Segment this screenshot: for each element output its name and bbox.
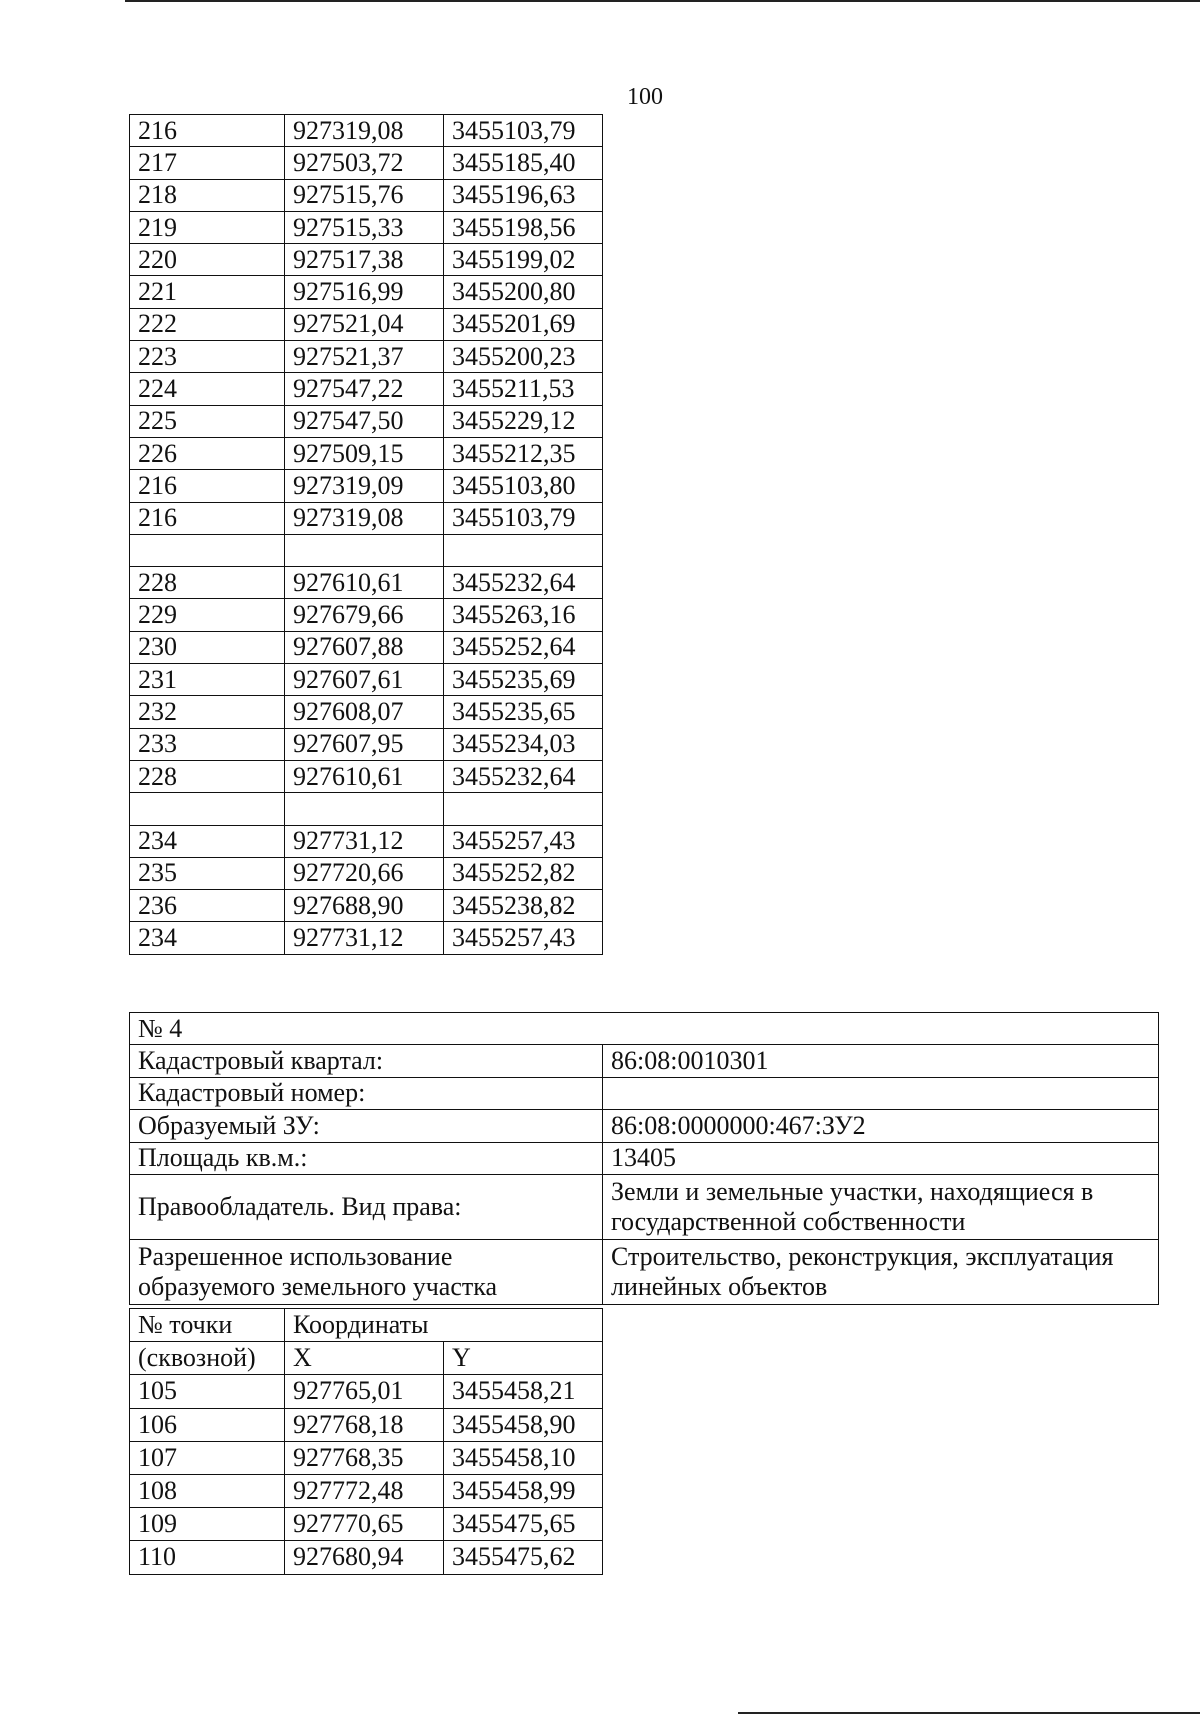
formed-plot-row bbox=[130, 1110, 1159, 1142]
point-number-cell: 217 bbox=[130, 147, 285, 179]
point-number-cell: 231 bbox=[130, 664, 285, 696]
y-coordinate-cell: 3455458,99 bbox=[444, 1474, 603, 1507]
area-value: 13405 bbox=[603, 1142, 1159, 1174]
table-row bbox=[130, 341, 603, 373]
y-coordinate-cell: 3455103,79 bbox=[444, 115, 603, 147]
formed-plot-label: Образуемый ЗУ: bbox=[130, 1110, 603, 1142]
cadastral-quarter-row bbox=[130, 1045, 1159, 1077]
parcel-number-row bbox=[130, 1013, 1159, 1045]
table-row bbox=[130, 696, 603, 728]
table-row bbox=[130, 890, 603, 922]
point-number-cell: 107 bbox=[130, 1441, 285, 1474]
y-coordinate-cell: 3455263,16 bbox=[444, 599, 603, 631]
point-number-cell: 105 bbox=[130, 1375, 285, 1408]
y-coordinate-cell: 3455458,10 bbox=[444, 1441, 603, 1474]
table-row bbox=[130, 599, 603, 631]
point-number-header: № точки bbox=[130, 1309, 285, 1342]
y-coordinate-cell: 3455458,90 bbox=[444, 1408, 603, 1441]
table-row bbox=[130, 825, 603, 857]
area-row bbox=[130, 1142, 1159, 1174]
y-coordinate-cell: 3455103,80 bbox=[444, 470, 603, 502]
point-number-cell: 220 bbox=[130, 244, 285, 276]
table-row bbox=[130, 211, 603, 243]
y-coordinate-cell bbox=[444, 534, 603, 566]
point-number-cell bbox=[130, 534, 285, 566]
table-row bbox=[130, 728, 603, 760]
y-coordinate-cell: 3455475,62 bbox=[444, 1541, 603, 1574]
y-coordinate-cell: 3455198,56 bbox=[444, 211, 603, 243]
point-number-cell: 229 bbox=[130, 599, 285, 631]
table-row bbox=[130, 1408, 603, 1441]
point-number-cell: 219 bbox=[130, 211, 285, 243]
x-coordinate-cell: 927607,61 bbox=[285, 664, 444, 696]
y-coordinate-cell: 3455257,43 bbox=[444, 922, 603, 954]
x-coordinate-cell: 927503,72 bbox=[285, 147, 444, 179]
parcel-number: № 4 bbox=[130, 1013, 1159, 1045]
x-coordinate-cell: 927768,18 bbox=[285, 1408, 444, 1441]
point-number-cell: 106 bbox=[130, 1408, 285, 1441]
point-number-cell: 234 bbox=[130, 825, 285, 857]
point-number-cell: 233 bbox=[130, 728, 285, 760]
y-coordinate-cell: 3455232,64 bbox=[444, 760, 603, 792]
coordinates-header: Координаты bbox=[285, 1309, 603, 1342]
parcel-info-table bbox=[129, 1012, 1159, 1305]
table-row bbox=[130, 276, 603, 308]
point-number-cell: 228 bbox=[130, 760, 285, 792]
table-row bbox=[130, 1541, 603, 1574]
point-number-cell: 216 bbox=[130, 502, 285, 534]
x-coordinate-cell: 927319,08 bbox=[285, 502, 444, 534]
y-coordinate-cell: 3455238,82 bbox=[444, 890, 603, 922]
y-coordinate-cell: 3455212,35 bbox=[444, 437, 603, 469]
table-row bbox=[130, 1474, 603, 1507]
point-number-subheader: (сквозной) bbox=[130, 1342, 285, 1375]
permitted-use-row bbox=[130, 1239, 1159, 1304]
table-row bbox=[130, 1375, 603, 1408]
table-row bbox=[130, 308, 603, 340]
coordinates-subheader-row bbox=[130, 1342, 603, 1375]
x-coordinate-cell: 927688,90 bbox=[285, 890, 444, 922]
y-coordinate-cell: 3455252,82 bbox=[444, 857, 603, 889]
x-coordinate-cell: 927772,48 bbox=[285, 1474, 444, 1507]
right-holder-label: Правообладатель. Вид права: bbox=[130, 1174, 603, 1239]
point-number-cell: 108 bbox=[130, 1474, 285, 1507]
x-coordinate-cell: 927765,01 bbox=[285, 1375, 444, 1408]
x-coordinate-cell: 927720,66 bbox=[285, 857, 444, 889]
table-row bbox=[130, 567, 603, 599]
point-number-cell: 218 bbox=[130, 179, 285, 211]
x-coordinate-cell: 927319,08 bbox=[285, 115, 444, 147]
formed-plot-value: 86:08:0000000:467:ЗУ2 bbox=[603, 1110, 1159, 1142]
table-row bbox=[130, 115, 603, 147]
point-number-cell: 226 bbox=[130, 437, 285, 469]
bottom-scan-border bbox=[738, 1712, 1200, 1714]
point-number-cell: 225 bbox=[130, 405, 285, 437]
y-coordinate-cell: 3455201,69 bbox=[444, 308, 603, 340]
x-coordinate-cell bbox=[285, 793, 444, 825]
x-coordinate-cell: 927770,65 bbox=[285, 1508, 444, 1541]
y-coordinate-cell: 3455232,64 bbox=[444, 567, 603, 599]
cadastral-quarter-value: 86:08:0010301 bbox=[603, 1045, 1159, 1077]
point-number-cell: 235 bbox=[130, 857, 285, 889]
x-coordinate-cell: 927610,61 bbox=[285, 760, 444, 792]
table-row bbox=[130, 1508, 603, 1541]
table-row bbox=[130, 857, 603, 889]
cadastral-number-value bbox=[603, 1077, 1159, 1109]
cadastral-number-row bbox=[130, 1077, 1159, 1109]
x-coordinate-cell: 927516,99 bbox=[285, 276, 444, 308]
y-coordinate-cell: 3455475,65 bbox=[444, 1508, 603, 1541]
table-row bbox=[130, 760, 603, 792]
y-coordinate-cell: 3455211,53 bbox=[444, 373, 603, 405]
x-coordinate-cell: 927608,07 bbox=[285, 696, 444, 728]
right-holder-row bbox=[130, 1174, 1159, 1239]
y-coordinate-cell: 3455235,65 bbox=[444, 696, 603, 728]
y-coordinate-cell: 3455185,40 bbox=[444, 147, 603, 179]
parcel-coordinates-table bbox=[129, 1308, 603, 1575]
x-coordinate-cell bbox=[285, 534, 444, 566]
y-coordinate-cell: 3455229,12 bbox=[444, 405, 603, 437]
point-number-cell: 230 bbox=[130, 631, 285, 663]
x-coordinate-cell: 927607,95 bbox=[285, 728, 444, 760]
point-number-cell: 110 bbox=[130, 1541, 285, 1574]
point-number-cell: 221 bbox=[130, 276, 285, 308]
x-coordinate-cell: 927731,12 bbox=[285, 825, 444, 857]
table-row bbox=[130, 922, 603, 954]
point-number-cell: 216 bbox=[130, 470, 285, 502]
table-row bbox=[130, 179, 603, 211]
y-coordinate-cell: 3455103,79 bbox=[444, 502, 603, 534]
table-row bbox=[130, 437, 603, 469]
x-coordinate-cell: 927319,09 bbox=[285, 470, 444, 502]
y-coordinate-cell: 3455200,80 bbox=[444, 276, 603, 308]
table-row bbox=[130, 244, 603, 276]
area-label: Площадь кв.м.: bbox=[130, 1142, 603, 1174]
coordinates-table-continued bbox=[129, 114, 603, 955]
y-header: Y bbox=[444, 1342, 603, 1375]
table-row bbox=[130, 502, 603, 534]
coordinates-header-row bbox=[130, 1309, 603, 1342]
x-coordinate-cell: 927547,22 bbox=[285, 373, 444, 405]
point-number-cell: 234 bbox=[130, 922, 285, 954]
x-coordinate-cell: 927517,38 bbox=[285, 244, 444, 276]
x-coordinate-cell: 927521,37 bbox=[285, 341, 444, 373]
table-row bbox=[130, 470, 603, 502]
x-coordinate-cell: 927547,50 bbox=[285, 405, 444, 437]
coordinates-table-body bbox=[130, 115, 603, 955]
point-number-cell: 109 bbox=[130, 1508, 285, 1541]
point-number-cell bbox=[130, 793, 285, 825]
table-row bbox=[130, 631, 603, 663]
cadastral-quarter-label: Кадастровый квартал: bbox=[130, 1045, 603, 1077]
y-coordinate-cell: 3455458,21 bbox=[444, 1375, 603, 1408]
table-row bbox=[130, 1441, 603, 1474]
cadastral-number-label: Кадастровый номер: bbox=[130, 1077, 603, 1109]
x-coordinate-cell: 927768,35 bbox=[285, 1441, 444, 1474]
permitted-use-value: Строительство, реконструкция, эксплуатация линейных объектов bbox=[603, 1239, 1159, 1304]
x-coordinate-cell: 927509,15 bbox=[285, 437, 444, 469]
point-number-cell: 236 bbox=[130, 890, 285, 922]
table-row bbox=[130, 373, 603, 405]
x-coordinate-cell: 927515,33 bbox=[285, 211, 444, 243]
table-row bbox=[130, 534, 603, 566]
y-coordinate-cell: 3455199,02 bbox=[444, 244, 603, 276]
point-number-cell: 222 bbox=[130, 308, 285, 340]
y-coordinate-cell: 3455235,69 bbox=[444, 664, 603, 696]
permitted-use-label: Разрешенное использование образуемого земельного участка bbox=[130, 1239, 603, 1304]
table-row bbox=[130, 664, 603, 696]
point-number-cell: 224 bbox=[130, 373, 285, 405]
x-coordinate-cell: 927679,66 bbox=[285, 599, 444, 631]
point-number-cell: 216 bbox=[130, 115, 285, 147]
point-number-cell: 232 bbox=[130, 696, 285, 728]
y-coordinate-cell: 3455200,23 bbox=[444, 341, 603, 373]
x-coordinate-cell: 927731,12 bbox=[285, 922, 444, 954]
y-coordinate-cell: 3455196,63 bbox=[444, 179, 603, 211]
table-row bbox=[130, 147, 603, 179]
y-coordinate-cell: 3455234,03 bbox=[444, 728, 603, 760]
top-scan-border bbox=[125, 0, 1200, 2]
point-number-cell: 223 bbox=[130, 341, 285, 373]
x-coordinate-cell: 927610,61 bbox=[285, 567, 444, 599]
x-header: X bbox=[285, 1342, 444, 1375]
x-coordinate-cell: 927607,88 bbox=[285, 631, 444, 663]
y-coordinate-cell bbox=[444, 793, 603, 825]
table-row bbox=[130, 793, 603, 825]
x-coordinate-cell: 927515,76 bbox=[285, 179, 444, 211]
point-number-cell: 228 bbox=[130, 567, 285, 599]
right-holder-value: Земли и земельные участки, находящиеся в государственной собственности bbox=[603, 1174, 1159, 1239]
y-coordinate-cell: 3455252,64 bbox=[444, 631, 603, 663]
page-number: 100 bbox=[627, 84, 663, 110]
table-row bbox=[130, 405, 603, 437]
y-coordinate-cell: 3455257,43 bbox=[444, 825, 603, 857]
x-coordinate-cell: 927521,04 bbox=[285, 308, 444, 340]
x-coordinate-cell: 927680,94 bbox=[285, 1541, 444, 1574]
